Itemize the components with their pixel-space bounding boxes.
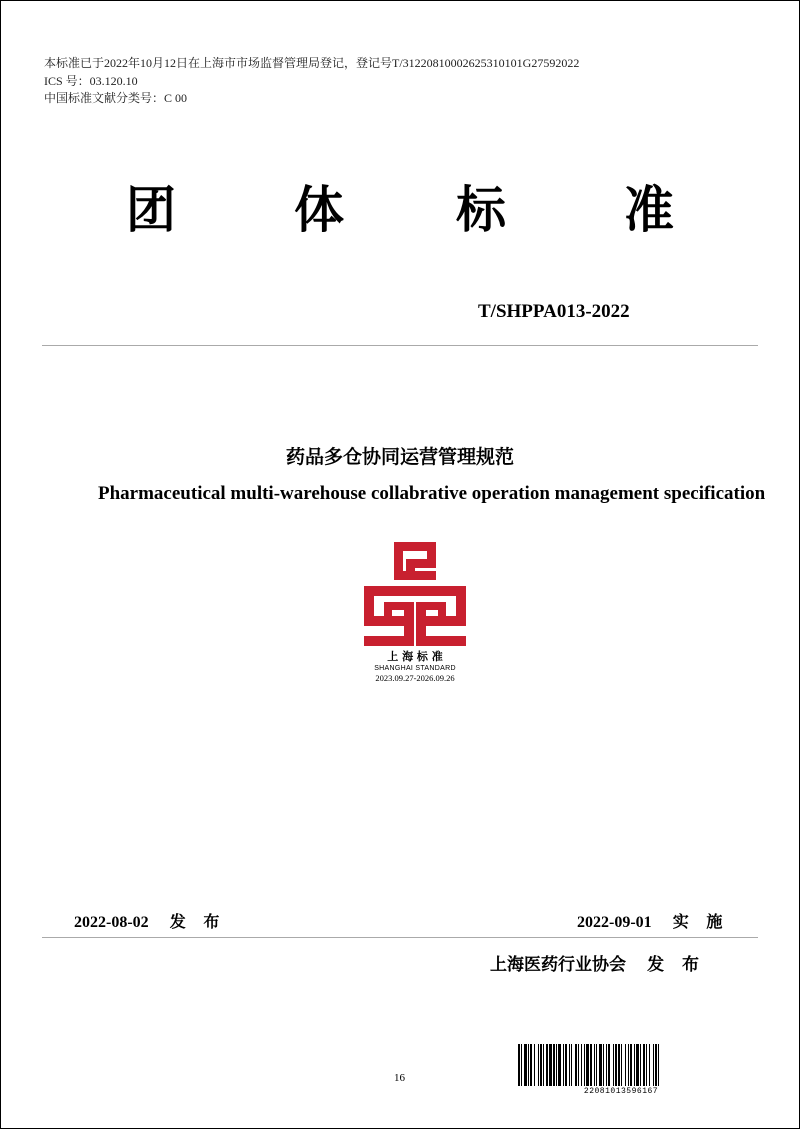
barcode-bar	[549, 1044, 552, 1086]
barcode-bar	[538, 1044, 539, 1086]
barcode-bar	[546, 1044, 548, 1086]
barcode-bar	[530, 1044, 532, 1086]
title-char: 体	[294, 181, 344, 239]
logo-block	[404, 602, 414, 636]
barcode-bar	[563, 1044, 564, 1086]
barcode-bar	[658, 1044, 659, 1086]
barcode-bar	[621, 1044, 622, 1086]
barcode-bar	[558, 1044, 561, 1086]
ccs-line: 中国标准文献分类号：C 00	[44, 91, 188, 105]
barcode-bar	[540, 1044, 542, 1086]
barcode-bar	[603, 1044, 604, 1086]
logo-block	[456, 586, 466, 626]
logo-block	[406, 559, 415, 571]
logo-block	[416, 636, 466, 646]
issuer-label: 发 布	[647, 955, 706, 975]
issuer-block	[490, 950, 705, 975]
barcode-bar	[640, 1044, 641, 1086]
title-english: Pharmaceutical multi-warehouse collabrative operation management specification	[98, 483, 766, 504]
document-type-title	[0, 180, 800, 250]
barcode-bar	[553, 1044, 555, 1086]
barcode-bar	[534, 1044, 535, 1086]
barcode-bar	[613, 1044, 614, 1086]
release-label: 发 布	[169, 912, 226, 931]
barcode-bar	[599, 1044, 602, 1086]
logo-emblem-icon	[364, 542, 466, 650]
barcode-bar	[646, 1044, 647, 1086]
logo-block	[364, 636, 414, 646]
barcode-bar	[655, 1044, 657, 1086]
title-chinese: 药品多仓协同运营管理规范	[285, 446, 514, 468]
barcode-bar	[628, 1044, 629, 1086]
logo-validity: 2023.09.27-2026.09.26	[375, 673, 455, 683]
barcode-bar	[636, 1044, 639, 1086]
barcode-bar	[581, 1044, 582, 1086]
barcode-bar	[578, 1044, 579, 1086]
issuer-org: 上海医药行业协会	[490, 955, 626, 975]
shanghai-standard-logo	[364, 542, 466, 690]
barcode-bar	[571, 1044, 572, 1086]
top-divider	[42, 345, 758, 346]
barcode-bar	[528, 1044, 529, 1086]
barcode-bar	[630, 1044, 632, 1086]
barcode	[516, 1044, 726, 1094]
barcode-bar	[521, 1044, 522, 1086]
barcode-bar	[524, 1044, 527, 1086]
logo-block	[364, 586, 466, 596]
logo-name-chinese: 上 海 标 准	[387, 650, 443, 663]
release-date: 2022-08-02	[74, 914, 149, 931]
barcode-number: 22081013596167	[583, 1087, 659, 1096]
barcode-bar	[625, 1044, 626, 1086]
logo-block	[384, 602, 392, 618]
barcode-bar	[596, 1044, 597, 1086]
implement-date: 2022-09-01	[577, 914, 652, 931]
barcode-bar	[556, 1044, 557, 1086]
implement-label: 实 施	[672, 912, 729, 931]
barcode-bars-icon	[516, 1044, 726, 1086]
barcode-bar	[606, 1044, 607, 1086]
barcode-bar	[643, 1044, 645, 1086]
bottom-divider	[42, 937, 758, 938]
barcode-bar	[584, 1044, 585, 1086]
barcode-bar	[615, 1044, 617, 1086]
barcode-bar	[575, 1044, 577, 1086]
barcode-bar	[518, 1044, 520, 1086]
implement-date-block	[577, 909, 728, 932]
title-char: 团	[126, 181, 176, 239]
barcode-bar	[590, 1044, 592, 1086]
barcode-bar	[634, 1044, 635, 1086]
ics-line: ICS 号：03.120.10	[44, 74, 138, 88]
barcode-bar	[543, 1044, 544, 1086]
barcode-bar	[565, 1044, 567, 1086]
logo-name-english: SHANGHAI STANDARD	[374, 665, 456, 672]
logo-block	[416, 602, 426, 636]
barcode-bar	[594, 1044, 595, 1086]
barcode-bar	[586, 1044, 589, 1086]
barcode-bar	[653, 1044, 654, 1086]
registration-line: 本标准已于2022年10月12日在上海市市场监督管理局登记，登记号T/31220810002625310101G27592022	[44, 56, 580, 70]
title-char: 标	[456, 181, 506, 239]
release-date-block	[74, 909, 225, 932]
page-number: 16	[394, 1072, 405, 1084]
barcode-bar	[569, 1044, 570, 1086]
barcode-bar	[649, 1044, 650, 1086]
logo-block	[394, 571, 436, 580]
logo-block	[364, 586, 374, 626]
barcode-bar	[608, 1044, 610, 1086]
title-char: 准	[624, 181, 674, 239]
logo-block	[438, 602, 446, 618]
standard-code: T/SHPPA013-2022	[478, 301, 630, 322]
barcode-bar	[618, 1044, 620, 1086]
